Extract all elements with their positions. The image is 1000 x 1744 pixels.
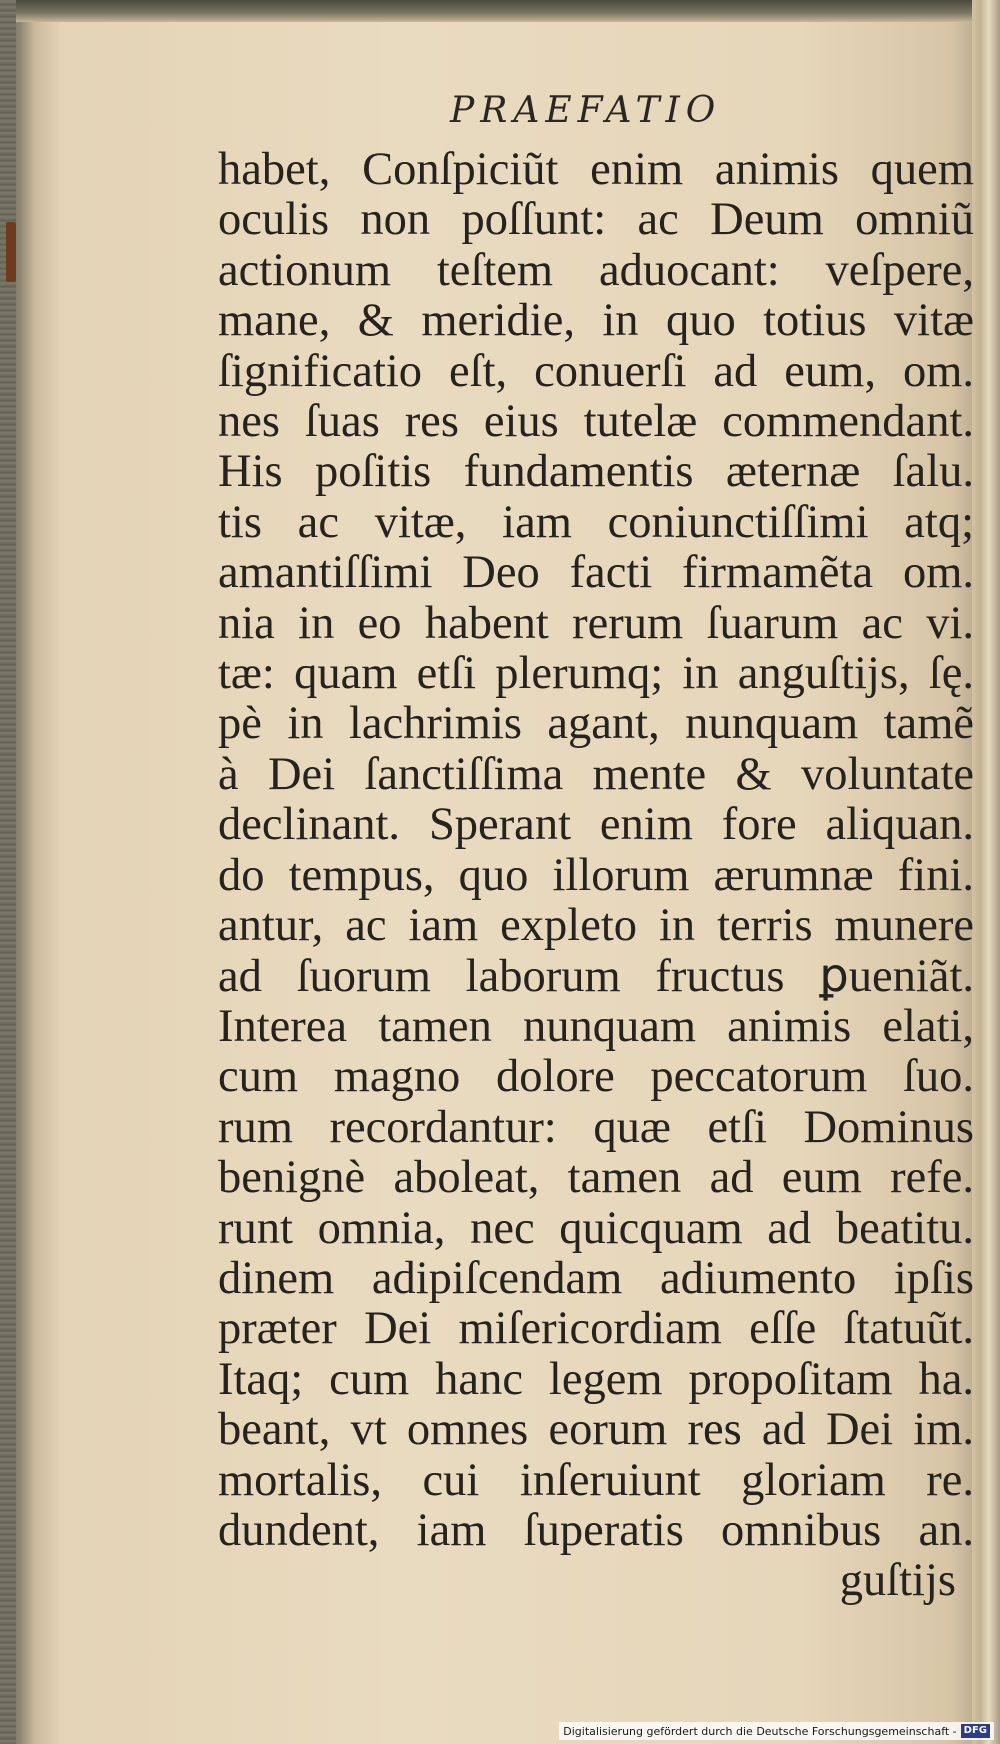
- text-line: ad ſuorum laborum fructus ꝑueniãt.: [218, 950, 974, 1002]
- text-line: à Dei ſanctiſſima mente & voluntate: [218, 748, 974, 800]
- text-line: pè in lachrimis agant, nunquam tamẽ: [218, 698, 974, 750]
- text-line: do tempus, quo illorum ærumnæ fini.: [218, 849, 974, 901]
- text-line: dundent, iam ſuperatis omnibus an.: [218, 1504, 974, 1556]
- text-line: tæ: quam etſi plerumq; in anguſtijs, ſę.: [218, 648, 974, 700]
- book-top-edge: [0, 0, 1000, 22]
- text-line: Interea tamen nunquam animis elati,: [218, 1000, 974, 1052]
- text-line: præter Dei miſericordiam eſſe ſtatuũt.: [218, 1303, 974, 1355]
- text-line: declinant. Sperant enim fore aliquan.: [218, 799, 974, 851]
- credit-text: Digitalisierung gefördert durch die Deutsche Forschungsgemeinschaft -: [563, 1724, 957, 1738]
- text-line: mortalis, cui inſeruiunt gloriam re.: [218, 1454, 974, 1506]
- spine-ribbon-mark: [6, 222, 16, 282]
- text-line: beant, vt omnes eorum res ad Dei im.: [218, 1404, 974, 1456]
- page-fore-edge: [972, 0, 1000, 1744]
- text-line: oculis non poſſunt: ac Deum omniũ: [218, 194, 974, 246]
- text-line: nia in eo habent rerum ſuarum ac vi.: [218, 597, 974, 649]
- text-line: habet, Conſpiciũt enim animis quem: [218, 144, 974, 195]
- running-header: PRAEFATIO: [450, 90, 722, 131]
- text-line: actionum teſtem aduocant: veſpere,: [218, 244, 974, 296]
- text-line: Itaq; cum hanc legem propoſitam ha.: [218, 1353, 974, 1405]
- text-line: ſignificatio eſt, conuerſi ad eum, om.: [218, 345, 974, 397]
- text-line: mane, & meridie, in quo totius vitæ: [218, 295, 974, 347]
- dfg-logo: DFG: [961, 1724, 990, 1738]
- text-line: rum recordantur: quæ etſi Dominus: [218, 1101, 974, 1153]
- text-line: dinem adipiſcendam adiumento ipſis: [218, 1252, 974, 1304]
- text-line: antur, ac iam expleto in terris munere: [218, 900, 974, 952]
- text-line: benignè aboleat, tamen ad eum refe.: [218, 1152, 974, 1204]
- text-line: runt omnia, nec quicquam ad beatitu.: [218, 1202, 974, 1254]
- text-line: nes ſuas res eius tutelæ commendant.: [218, 396, 974, 448]
- text-line: guſtijs: [839, 1555, 956, 1607]
- text-line: tis ac vitæ, iam coniunctiſſimi atq;: [218, 496, 974, 548]
- text-line: cum magno dolore peccatorum ſuo.: [218, 1051, 974, 1103]
- text-line: amantiſſimi Deo facti firmamẽta om.: [218, 547, 974, 599]
- text-line: His poſitis fundamentis æternæ ſalu.: [218, 446, 974, 498]
- page-body-text: [218, 145, 974, 1607]
- digitization-credit: [559, 1722, 994, 1740]
